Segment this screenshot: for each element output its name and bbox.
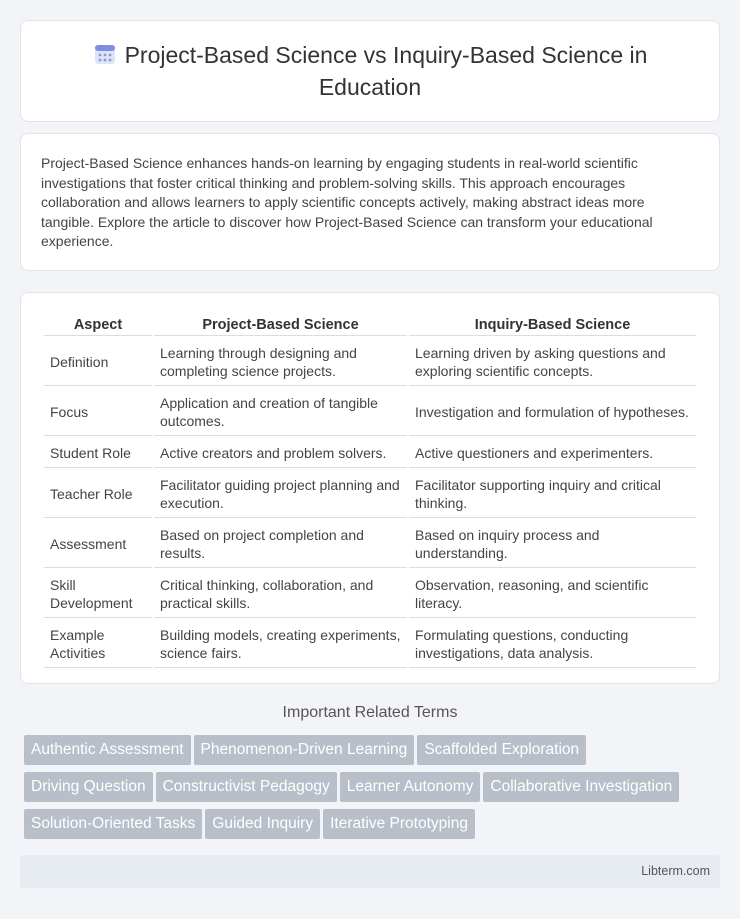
related-tag[interactable]: Learner Autonomy	[340, 772, 481, 802]
table-row	[44, 438, 696, 468]
row-aspect: Assessment	[44, 520, 152, 568]
table-header-row	[44, 313, 696, 336]
page-title: Project-Based Science vs Inquiry-Based Science in Education	[124, 41, 648, 100]
intro-card	[20, 133, 720, 271]
row-project: Facilitator guiding project planning and execution.	[154, 470, 407, 518]
row-inquiry: Based on inquiry process and understanding.	[409, 520, 696, 568]
page-title-wrap	[21, 41, 719, 102]
related-terms-list	[0, 735, 740, 846]
related-tag[interactable]: Collaborative Investigation	[483, 772, 679, 802]
row-inquiry: Active questioners and experimenters.	[409, 438, 696, 468]
related-terms-section	[0, 704, 740, 846]
table-row	[44, 620, 696, 668]
table-row	[44, 388, 696, 436]
row-inquiry: Formulating questions, conducting investigations, data analysis.	[409, 620, 696, 668]
row-project: Active creators and problem solvers.	[154, 438, 407, 468]
row-project: Building models, creating experiments, science fairs.	[154, 620, 407, 668]
row-aspect: Example Activities	[44, 620, 152, 668]
row-inquiry: Facilitator supporting inquiry and critical thinking.	[409, 470, 696, 518]
related-tag[interactable]: Guided Inquiry	[205, 809, 320, 839]
table-row	[44, 470, 696, 518]
header-section	[0, 20, 740, 122]
comparison-section	[0, 292, 740, 684]
table-row	[44, 520, 696, 568]
related-terms-title: Important Related Terms	[282, 704, 458, 721]
related-tag[interactable]: Iterative Prototyping	[323, 809, 475, 839]
related-tag[interactable]: Phenomenon-Driven Learning	[194, 735, 415, 765]
row-aspect: Skill Development	[44, 570, 152, 618]
related-tag[interactable]: Scaffolded Exploration	[417, 735, 586, 765]
comparison-table	[42, 311, 698, 670]
row-project: Based on project completion and results.	[154, 520, 407, 568]
header-project: Project-Based Science	[154, 313, 407, 336]
row-project: Critical thinking, collaboration, and practical skills.	[154, 570, 407, 618]
row-aspect: Teacher Role	[44, 470, 152, 518]
comparison-card	[20, 292, 720, 684]
header-aspect: Aspect	[44, 313, 152, 336]
header-inquiry: Inquiry-Based Science	[409, 313, 696, 336]
row-aspect: Definition	[44, 338, 152, 386]
related-tag[interactable]: Driving Question	[24, 772, 153, 802]
intro-text: Project-Based Science enhances hands-on learning by engaging students in real-world scientific investigations that foster critical thinking and problem-solving skills. This approach encourages collaboration and allows learners to apply scientific concepts actively, making abstract ideas more tangible. Explore the article to discover how Project-Based Science can transform your educational experience.	[41, 155, 653, 249]
footer-site-link[interactable]: Libterm.com	[641, 864, 710, 878]
related-tag[interactable]: Constructivist Pedagogy	[156, 772, 337, 802]
calendar-icon	[93, 42, 117, 73]
row-aspect: Student Role	[44, 438, 152, 468]
row-inquiry: Observation, reasoning, and scientific literacy.	[409, 570, 696, 618]
intro-section	[0, 133, 740, 271]
row-project: Learning through designing and completing science projects.	[154, 338, 407, 386]
row-project: Application and creation of tangible outcomes.	[154, 388, 407, 436]
table-row	[44, 570, 696, 618]
header-card	[20, 20, 720, 122]
row-aspect: Focus	[44, 388, 152, 436]
table-row	[44, 338, 696, 386]
row-inquiry: Investigation and formulation of hypotheses.	[409, 388, 696, 436]
related-tag[interactable]: Solution-Oriented Tasks	[24, 809, 202, 839]
row-inquiry: Learning driven by asking questions and exploring scientific concepts.	[409, 338, 696, 386]
footer-bar	[20, 855, 720, 888]
related-tag[interactable]: Authentic Assessment	[24, 735, 191, 765]
